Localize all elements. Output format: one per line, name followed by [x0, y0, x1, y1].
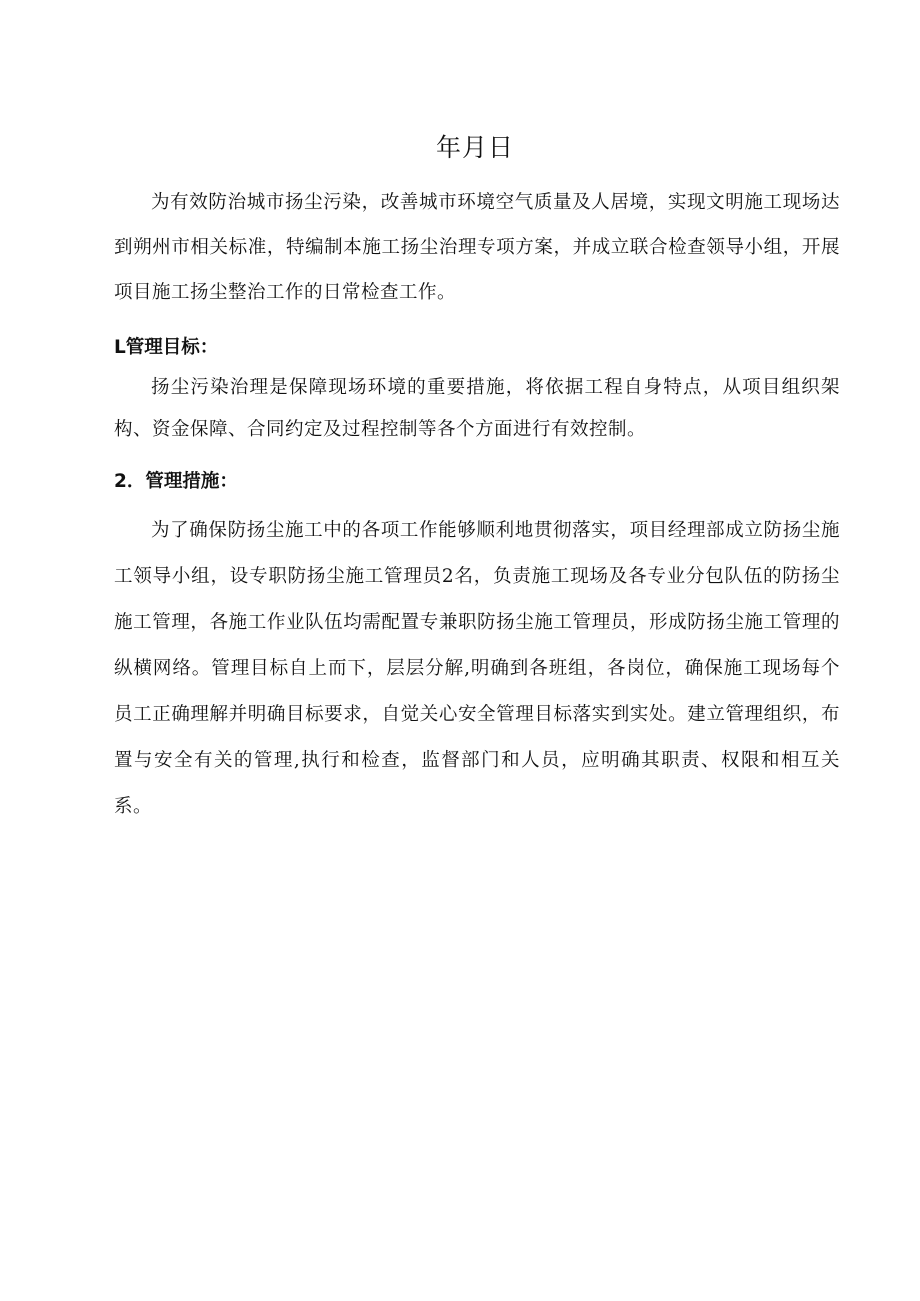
section-body-management-goal: 扬尘污染治理是保障现场环境的重要措施，将依据工程自身特点，从项目组织架构、资金保障、合同约定及过程控制等各个方面进行有效控制。 — [114, 377, 840, 440]
intro-paragraph: 为有效防治城市扬尘污染，改善城市环境空气质量及人居境，实现文明施工现场达到朔州市相关标准，特编制本施工扬尘治理专项方案，并成立联合检查领导小组，开展项目施工扬尘整治工作的日常检查工作。 — [114, 192, 840, 303]
section-heading-management-goal: L管理目标： — [114, 337, 219, 358]
section-heading-management-measures: 2．管理措施： — [114, 471, 238, 492]
date-heading: 年月日 — [435, 133, 514, 162]
section-body-management-measures: 为了确保防扬尘施工中的各项工作能够顺利地贯彻落实，项目经理部成立防扬尘施工领导小组，设专职防扬尘施工管理员2名，负责施工现场及各专业分包队伍的防扬尘施工管理，各施工作业队伍均需配置专兼职防扬尘施工管理员，形成防扬尘施工管理的纵横网络。管理目标自上而下，层层分解,明确到各班组，各岗位，确保施工现场每个员工正确理解并明确目标要求，自觉关心安全管理目标落实到实处。建立管理组织，布置与安全有关的管理,执行和检查，监督部门和人员，应明确其职责、权限和相互关系。 — [114, 520, 840, 817]
